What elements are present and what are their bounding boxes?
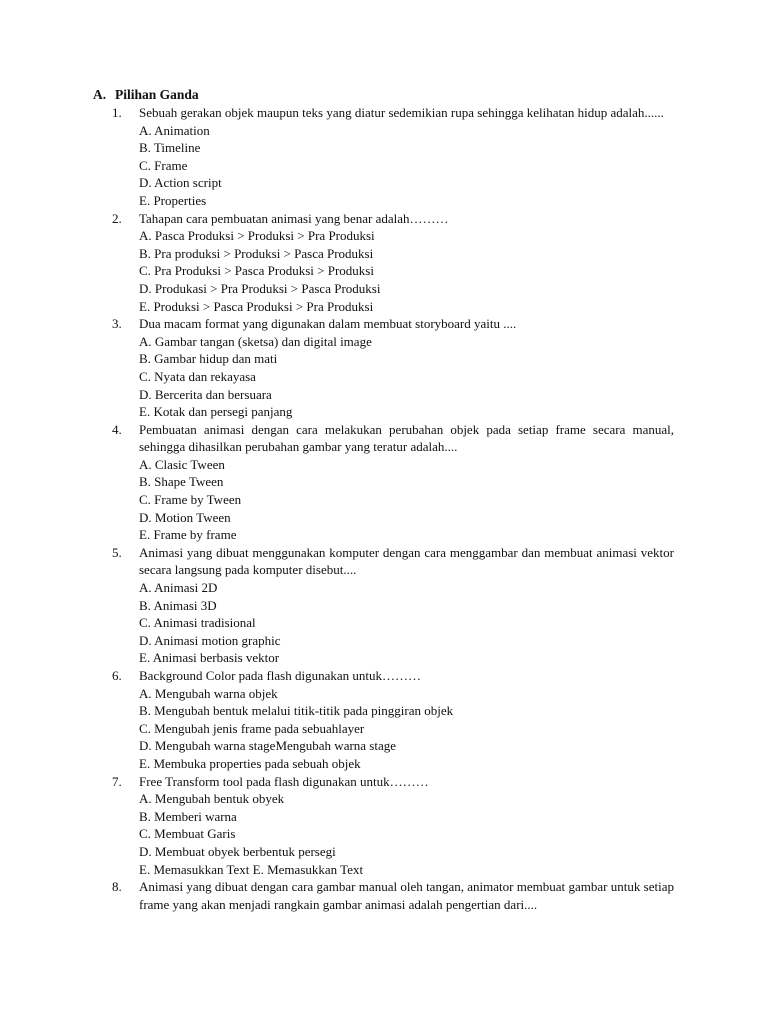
question-item	[112, 210, 674, 316]
question-text: Animasi yang dibuat dengan cara gambar manual oleh tangan, animator membuat gambar untuk setiap frame yang akan menjadi rangkain gambar animasi adalah pengertian dari....	[139, 879, 674, 912]
answer-option: B. Gambar hidup dan mati	[139, 351, 278, 367]
answer-option: E. Kotak dan persegi panjang	[139, 404, 293, 420]
question-text: Tahapan cara pembuatan animasi yang benar adalah………	[139, 210, 449, 226]
question-number: 8.	[112, 879, 122, 895]
question-item	[112, 421, 674, 544]
answer-option: D. Animasi motion graphic	[139, 632, 281, 648]
answer-option: C. Animasi tradisional	[139, 615, 256, 631]
question-row	[112, 544, 674, 579]
question-row	[112, 104, 674, 122]
question-row	[112, 667, 674, 685]
question-text: Background Color pada flash digunakan untuk………	[139, 668, 421, 683]
answer-option: C. Pra Produksi > Pasca Produksi > Produksi	[139, 263, 374, 279]
section-header	[93, 86, 199, 104]
question-number: 6.	[112, 668, 122, 683]
option-list	[112, 122, 674, 210]
answer-option: D. Action script	[139, 175, 222, 191]
question-item	[112, 667, 674, 773]
question-text: Animasi yang dibuat menggunakan komputer dengan cara menggambar dan membuat animasi vektor secara langsung pada komputer disebut....	[139, 544, 674, 578]
option-list	[112, 456, 674, 544]
answer-option: E. Properties	[139, 192, 207, 208]
answer-option: D. Bercerita dan bersuara	[139, 386, 272, 402]
answer-option: B. Mengubah bentuk melalui titik-titik pada pinggiran objek	[139, 703, 454, 719]
answer-option: A. Animasi 2D	[139, 580, 218, 596]
question-text: Sebuah gerakan objek maupun teks yang diatur sedemikian rupa sehingga kelihatan hidup adalah......	[139, 105, 664, 120]
answer-option: C. Mengubah jenis frame pada sebuahlayer	[139, 720, 365, 736]
question-row	[112, 773, 674, 791]
question-item	[112, 773, 674, 879]
answer-option: C. Frame	[139, 157, 188, 173]
section-letter: A.	[93, 87, 107, 102]
question-text: Pembuatan animasi dengan cara melakukan perubahan objek pada setiap frame secara manual, sehingga dihasilkan perubahan gambar yang teratur adalah....	[139, 421, 674, 455]
answer-option: A. Pasca Produksi > Produksi > Pra Produksi	[139, 228, 375, 244]
answer-option: B. Memberi warna	[139, 808, 237, 824]
answer-option: C. Membuat Garis	[139, 826, 236, 842]
question-row	[112, 878, 674, 913]
question-list	[112, 104, 674, 913]
question-item	[112, 878, 674, 913]
question-text: Free Transform tool pada flash digunakan untuk………	[139, 773, 429, 789]
option-list	[112, 333, 674, 421]
answer-option: E. Memasukkan Text E. Memasukkan Text	[139, 861, 364, 877]
question-number: 3.	[112, 316, 122, 332]
answer-option: E. Frame by frame	[139, 527, 237, 543]
question-number: 4.	[112, 421, 122, 437]
answer-option: B. Pra produksi > Produksi > Pasca Produksi	[139, 245, 374, 261]
option-list	[112, 579, 674, 667]
answer-option: A. Mengubah warna objek	[139, 685, 278, 701]
answer-option: A. Mengubah bentuk obyek	[139, 791, 285, 807]
answer-option: C. Frame by Tween	[139, 492, 242, 508]
question-number: 1.	[112, 105, 122, 120]
question-item	[112, 544, 674, 667]
question-text: Dua macam format yang digunakan dalam membuat storyboard yaitu ....	[139, 316, 517, 332]
answer-option: E. Produksi > Pasca Produksi > Pra Produksi	[139, 298, 374, 314]
answer-option: E. Membuka properties pada sebuah objek	[139, 755, 361, 771]
answer-option: E. Animasi berbasis vektor	[139, 650, 280, 666]
answer-option: C. Nyata dan rekayasa	[139, 368, 256, 384]
answer-option: B. Shape Tween	[139, 474, 224, 490]
option-list	[112, 227, 674, 315]
answer-option: D. Produkasi > Pra Produksi > Pasca Produksi	[139, 280, 381, 296]
question-item	[112, 104, 674, 210]
answer-option: D. Mengubah warna stageMengubah warna stage	[139, 738, 397, 754]
answer-option: B. Timeline	[139, 140, 201, 156]
answer-option: D. Membuat obyek berbentuk persegi	[139, 843, 336, 859]
question-row	[112, 421, 674, 456]
answer-option: D. Motion Tween	[139, 509, 231, 525]
question-row	[112, 210, 674, 228]
question-number: 2.	[112, 210, 122, 226]
answer-option: A. Clasic Tween	[139, 456, 225, 472]
question-number: 5.	[112, 544, 122, 560]
answer-option: A. Gambar tangan (sketsa) dan digital image	[139, 333, 372, 349]
section-title: Pilihan Ganda	[115, 87, 199, 102]
answer-option: A. Animation	[139, 122, 210, 138]
answer-option: B. Animasi 3D	[139, 597, 217, 613]
option-list	[112, 790, 674, 878]
question-item	[112, 315, 674, 421]
question-row	[112, 315, 674, 333]
question-number: 7.	[112, 773, 122, 789]
option-list	[112, 685, 674, 773]
